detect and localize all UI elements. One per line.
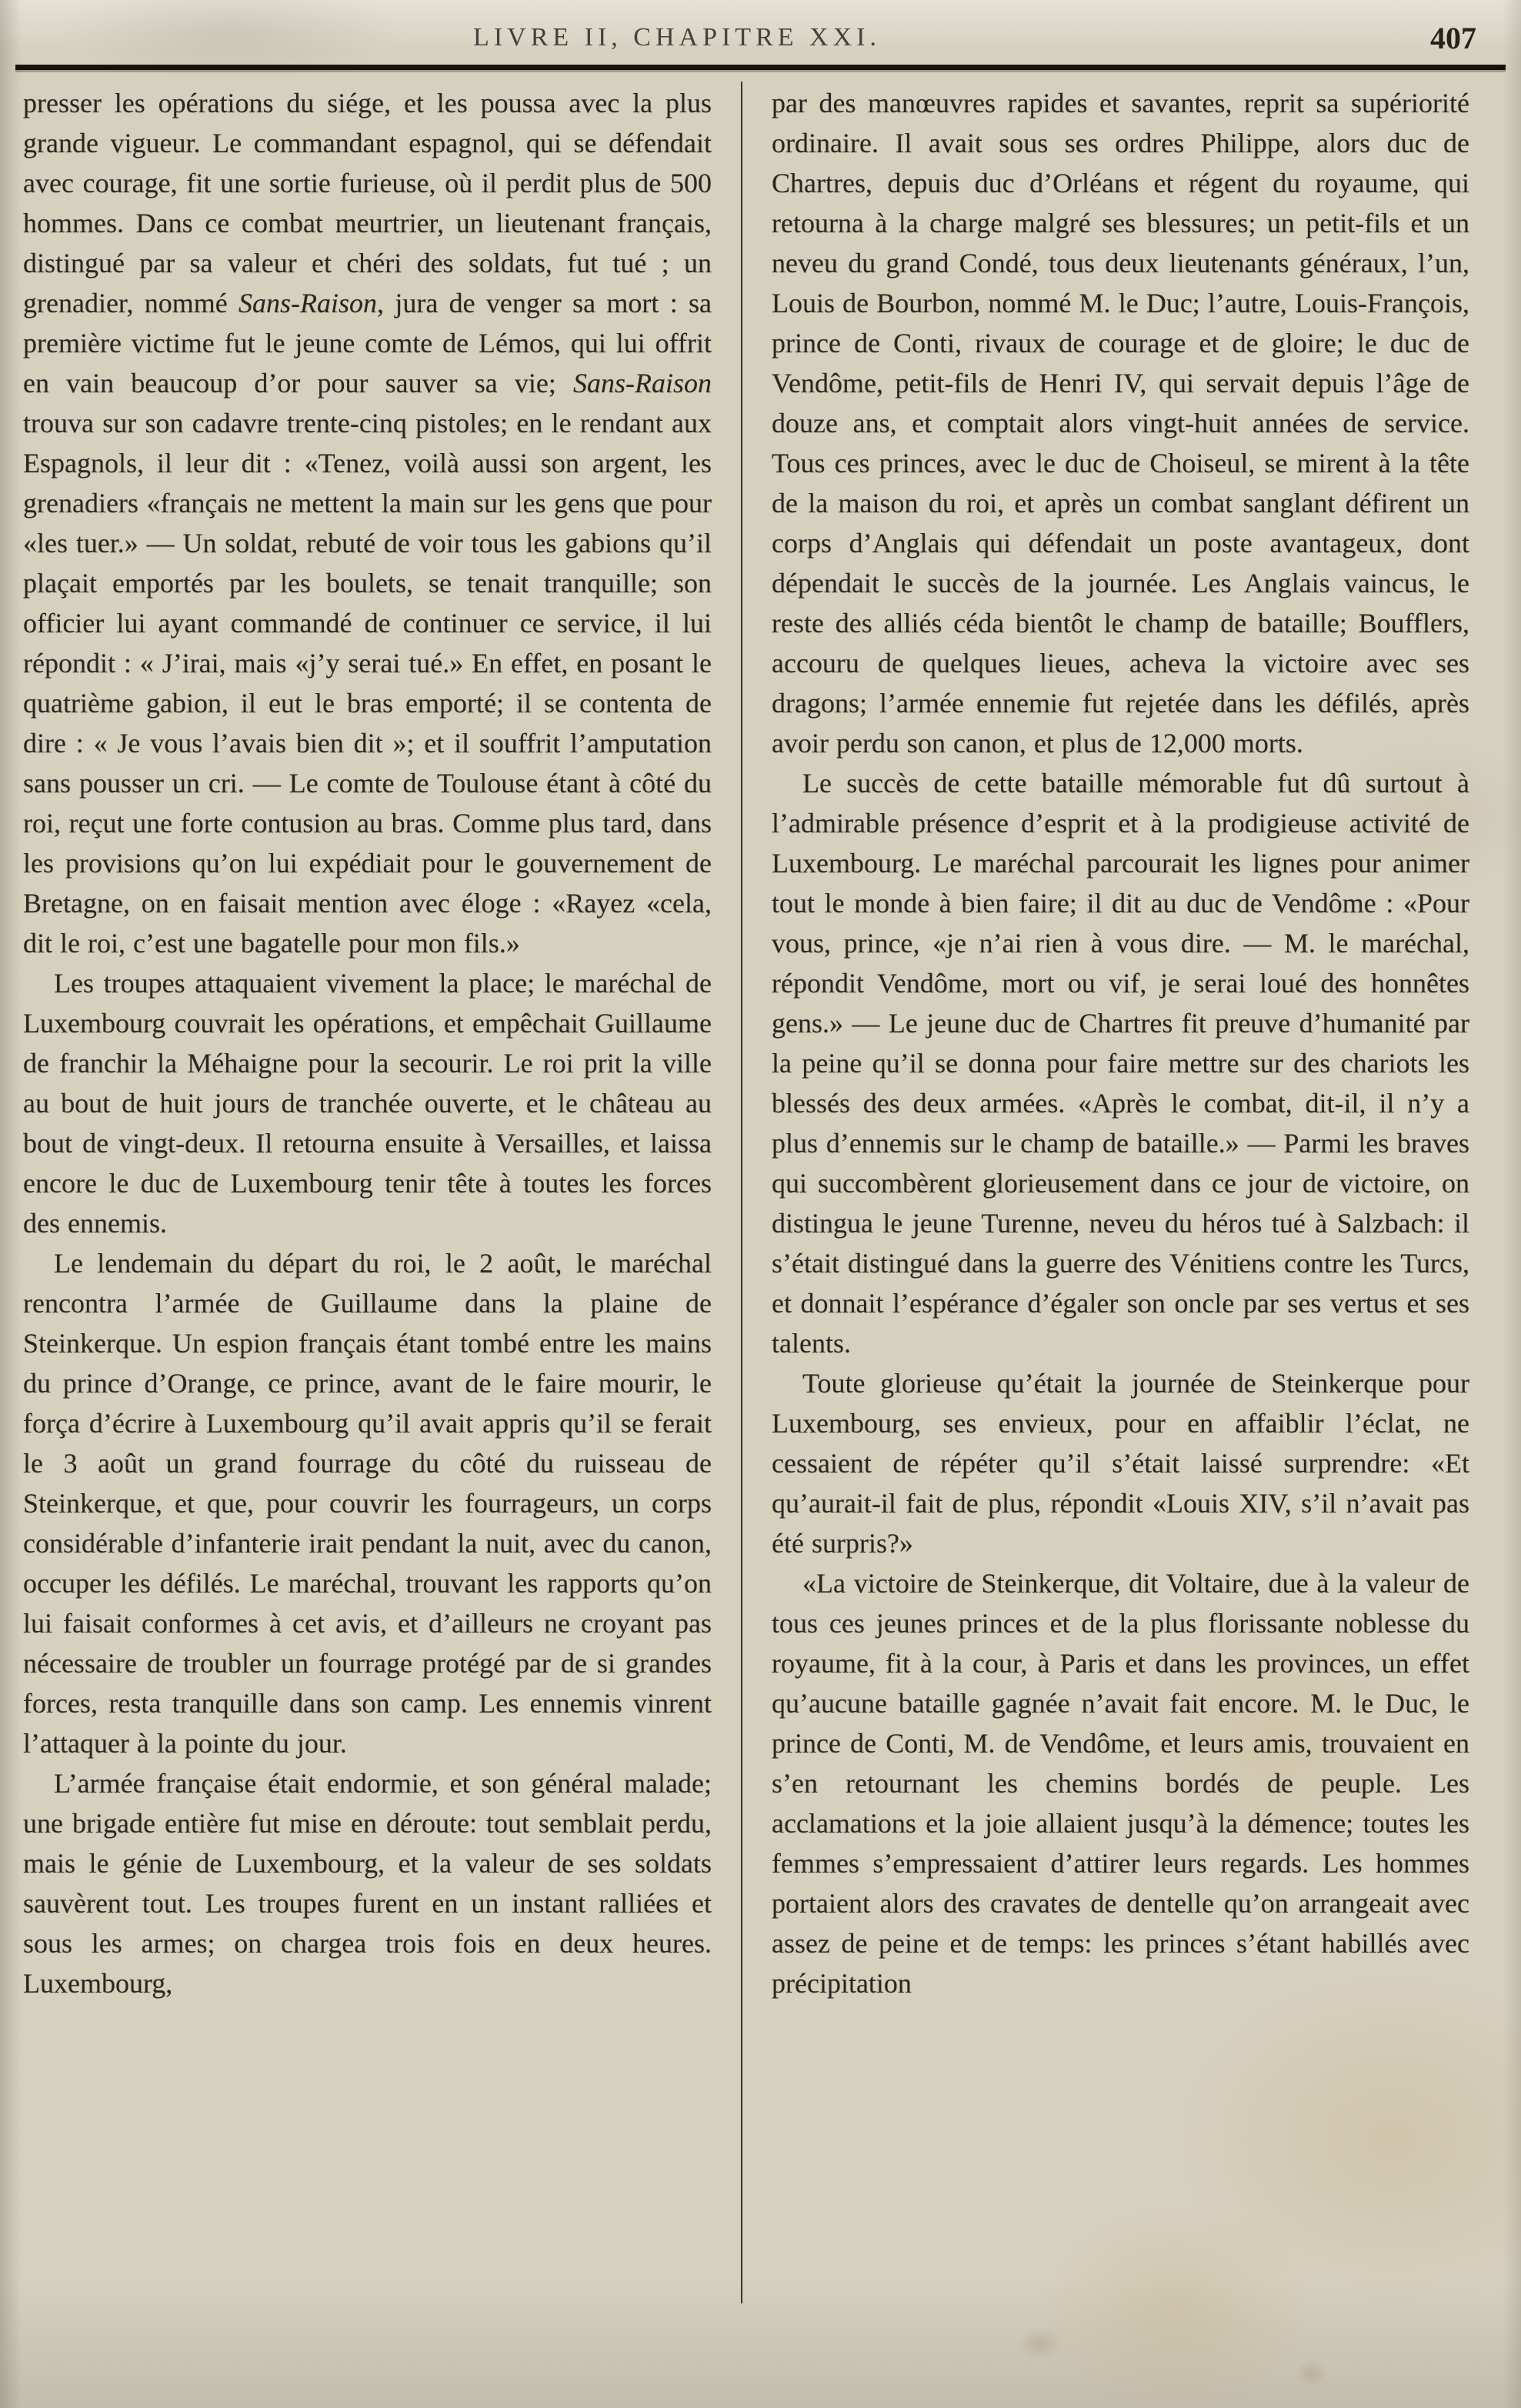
paragraph: Le lendemain du départ du roi, le 2 août, le maréchal rencontra l’armée de Guillaume dans la plaine de Steinkerque. Un espion français étant tombé entre les mains du prince d’Orange, ce prince, avant de le faire mourir, le força d’écrire à Luxembourg qu’il avait appris qu’il se ferait le 3 août un grand fourrage du côté du ruisseau de Steinkerque, et que, pour couvrir les fourrageurs, un corps considérable d’infanterie irait pendant la nuit, avec du canon, occuper les défilés. Le maréchal, trouvant les rapports qu’on lui faisait conformes à cet avis, et d’ailleurs ne croyant pas nécessaire de troubler un fourrage protégé par de si grandes forces, resta tranquille dans son camp. Les ennemis vinrent l’attaquer à la pointe du jour. <box>23 1248 712 1759</box>
paragraph: L’armée française était endormie, et son général malade; une brigade entière fut mise en déroute: tout semblait perdu, mais le génie de Luxembourg, et la valeur de ses soldats sauvèrent tout. Les troupes furent en un instant ralliées et sous les armes; on chargea trois fois en deux heures. Luxembourg, <box>23 1768 712 1999</box>
column-right <box>772 83 1469 2003</box>
paragraph: presser les opérations du siége, et les poussa avec la plus grande vigueur. Le commandant espagnol, qui se défendait avec courage, fit une sortie furieuse, où il perdit plus de 500 hommes. Dans ce combat meurtrier, un lieutenant français, distingué par sa valeur et chéri des soldats, fut tué ; un grenadier, nommé Sans-Raison, jura de venger sa mort : sa première victime fut le jeune comte de Lémos, qui lui offrit en vain beaucoup d’or pour sauver sa vie; Sans-Raison trouva sur son cadavre trente-cinq pistoles; en le rendant aux Espagnols, il leur dit : «Tenez, voilà aussi son argent, les grenadiers «français ne mettent la main sur les gens que pour «les tuer.» — Un soldat, rebuté de voir tous les gabions qu’il plaçait emportés par les boulets, se tenait tranquille; son officier lui ayant commandé de continuer ce service, il lui répondit : « J’irai, mais «j’y serai tué.» En effet, en posant le quatrième gabion, il eut le bras emporté; il se contenta de dire : « Je vous l’avais bien dit »; et il souffrit l’amputation sans pousser un cri. — Le comte de Toulouse étant à côté du roi, reçut une forte contusion au bras. Comme plus tard, dans les provisions qu’on lui expédiait pour le gouvernement de Bretagne, on en faisait mention avec éloge : «Rayez «cela, dit le roi, c’est une bagatelle pour mon fils.» <box>23 88 712 959</box>
paragraph: Le succès de cette bataille mémorable fut dû surtout à l’admirable présence d’esprit et à la prodigieuse activité de Luxembourg. Le maréchal parcourait les lignes pour animer tout le monde à bien faire; il dit au duc de Vendôme : «Pour vous, prince, «je n’ai rien à vous dire. — M. le maréchal, répondit Vendôme, mort ou vif, je serai loué des honnêtes gens.» — Le jeune duc de Chartres fit preuve d’humanité par la peine qu’il se donna pour faire mettre sur des chariots les blessés des deux armées. «Après le combat, dit-il, il n’y a plus d’ennemis sur le champ de bataille.» — Parmi les braves qui succombèrent glorieusement dans ce jour de victoire, on distingua le jeune Turenne, neveu du héros tué à Salzbach: il s’était distingué dans la guerre des Vénitiens contre les Turcs, et donnait l’espérance d’égaler son oncle par ses vertus et ses talents. <box>772 768 1469 1359</box>
column-left <box>23 83 712 2003</box>
paragraph: par des manœuvres rapides et savantes, reprit sa supériorité ordinaire. Il avait sous ses ordres Philippe, alors duc de Chartres, depuis duc d’Orléans et régent du royaume, qui retourna à la charge malgré ses blessures; un petit-fils et un neveu du grand Condé, tous deux lieutenants généraux, l’un, Louis de Bourbon, nommé M. le Duc; l’autre, Louis-François, prince de Conti, rivaux de courage et de gloire; le duc de Vendôme, petit-fils de Henri IV, qui servait depuis l’âge de douze ans, et comptait alors vingt-huit années de service. Tous ces princes, avec le duc de Choiseul, se mirent à la tête de la maison du roi, et après un combat sanglant défirent un corps d’Anglais qui défendait un poste avantageux, dont dépendait le succès de la journée. Les Anglais vaincus, le reste des alliés céda bientôt le champ de bataille; Boufflers, accouru de quelques lieues, acheva la victoire avec ses dragons; l’armée ennemie fut rejetée dans les défilés, après avoir perdu son canon, et plus de 12,000 morts. <box>772 88 1469 759</box>
column-divider <box>741 82 742 2303</box>
paragraph: Toute glorieuse qu’était la journée de Steinkerque pour Luxembourg, ses envieux, pour en affaiblir l’éclat, ne cessaient de répéter qu’il s’était laissé surprendre: «Et qu’aurait-il fait de plus, répondit «Louis XIV, s’il n’avait pas été surpris?» <box>772 1368 1469 1559</box>
paragraph: Les troupes attaquaient vivement la place; le maréchal de Luxembourg couvrait les opérations, et empêchait Guillaume de franchir la Méhaigne pour la secourir. Le roi prit la ville au bout de huit jours de tranchée ouverte, et le château au bout de vingt-deux. Il retourna ensuite à Versailles, et laissa encore le duc de Luxembourg tenir tête à toutes les forces des ennemis. <box>23 968 712 1239</box>
chapter-title: LIVRE II, CHAPITRE XXI. <box>473 23 881 52</box>
header-rule <box>15 65 1506 70</box>
text-columns <box>23 83 1469 2003</box>
paragraph: «La victoire de Steinkerque, dit Voltaire, due à la valeur de tous ces jeunes princes et de la plus florissante noblesse du royaume, fit à la cour, à Paris et dans les provinces, un effet qu’aucune bataille gagnée n’avait fait encore. M. le Duc, le prince de Conti, M. de Vendôme, et leurs amis, trouvaient en s’en retournant les chemins bordés de peuple. Les acclamations et la joie allaient jusqu’à la démence; toutes les femmes s’empressaient d’attirer leurs regards. Les hommes portaient alors des cravates de dentelle qu’on arrangeait avec assez de peine et de temps: les princes s’étant habillés avec précipitation <box>772 1568 1469 1999</box>
page-number: 407 <box>1430 21 1476 55</box>
